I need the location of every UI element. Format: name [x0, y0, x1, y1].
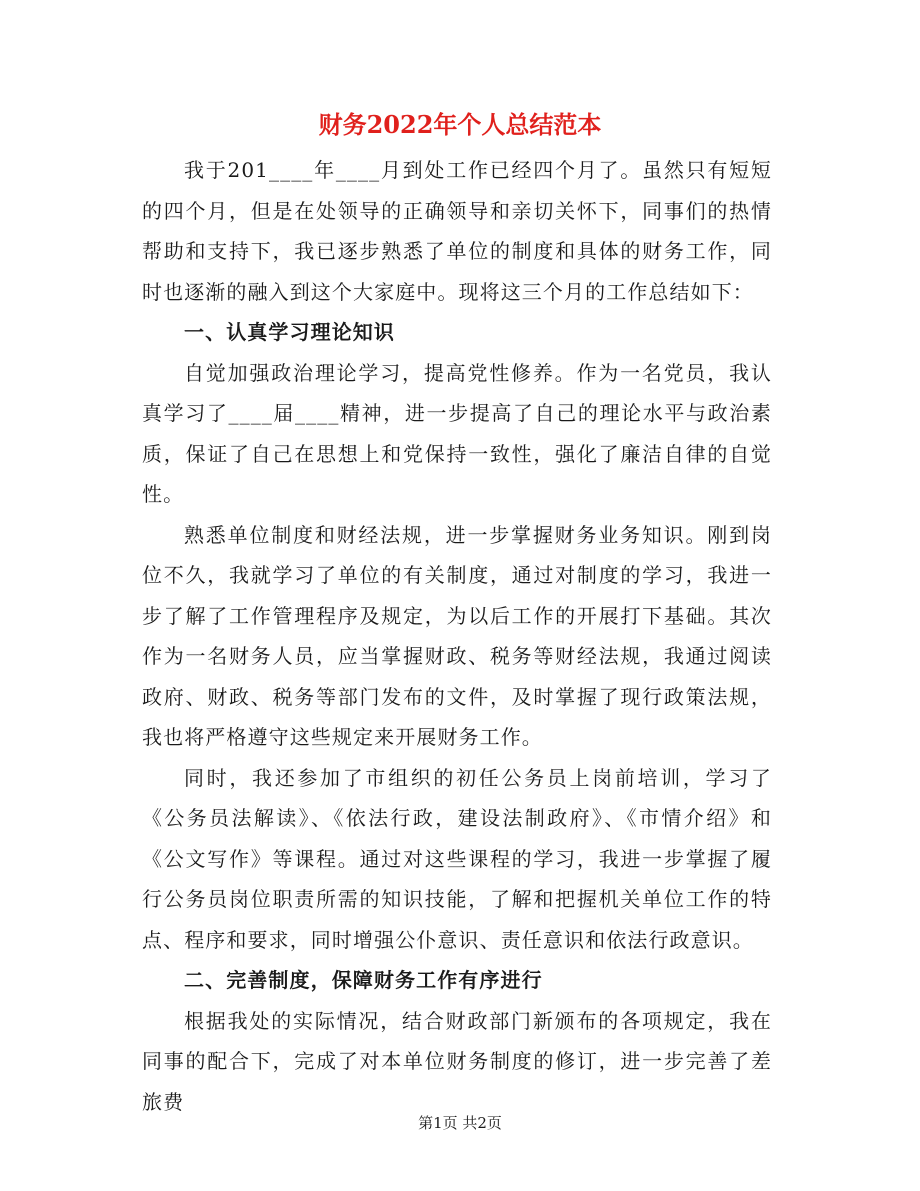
- page-number-footer: 第1页 共2页: [418, 1114, 502, 1132]
- section-heading-1: 一、认真学习理论知识: [184, 320, 395, 344]
- document-body: [142, 150, 772, 1122]
- document-title: 财务2022年个人总结范本: [318, 110, 602, 139]
- paragraph-intro: 我于201____年____月到处工作已经四个月了。虽然只有短短的四个月，但是在处领导的正确领导和亲切关怀下，同事们的热情帮助和支持下，我已逐步熟悉了单位的制度和具体的财务工作，同时也逐渐的融入到这个大家庭中。现将这三个月的工作总结如下：: [142, 158, 772, 304]
- paragraph-political-study: 自觉加强政治理论学习，提高党性修养。作为一名党员，我认真学习了____届____精神，进一步提高了自己的理论水平与政治素质，保证了自己在思想上和党保持一致性，强化了廉洁自律的自觉性。: [142, 360, 772, 506]
- paragraph-system-revision: 根据我处的实际情况，结合财政部门新颁布的各项规定，我在同事的配合下，完成了对本单位财务制度的修订，进一步完善了差旅费: [142, 1008, 772, 1114]
- paragraph-regulations: 熟悉单位制度和财经法规，进一步掌握财务业务知识。刚到岗位不久，我就学习了单位的有关制度，通过对制度的学习，我进一步了解了工作管理程序及规定，为以后工作的开展打下基础。其次作为一名财务人员，应当掌握财政、税务等财经法规，我通过阅读政府、财政、税务等部门发布的文件，及时掌握了现行政策法规，我也将严格遵守这些规定来开展财务工作。: [142, 522, 772, 749]
- section-heading-2: 二、完善制度，保障财务工作有序进行: [184, 968, 543, 992]
- paragraph-training: 同时，我还参加了市组织的初任公务员上岗前培训，学习了《公务员法解读》、《依法行政，建设法制政府》、《市情介绍》和《公文写作》等课程。通过对这些课程的学习，我进一步掌握了履行公务员岗位职责所需的知识技能，了解和把握机关单位工作的特点、程序和要求，同时增强公仆意识、责任意识和依法行政意识。: [142, 765, 772, 952]
